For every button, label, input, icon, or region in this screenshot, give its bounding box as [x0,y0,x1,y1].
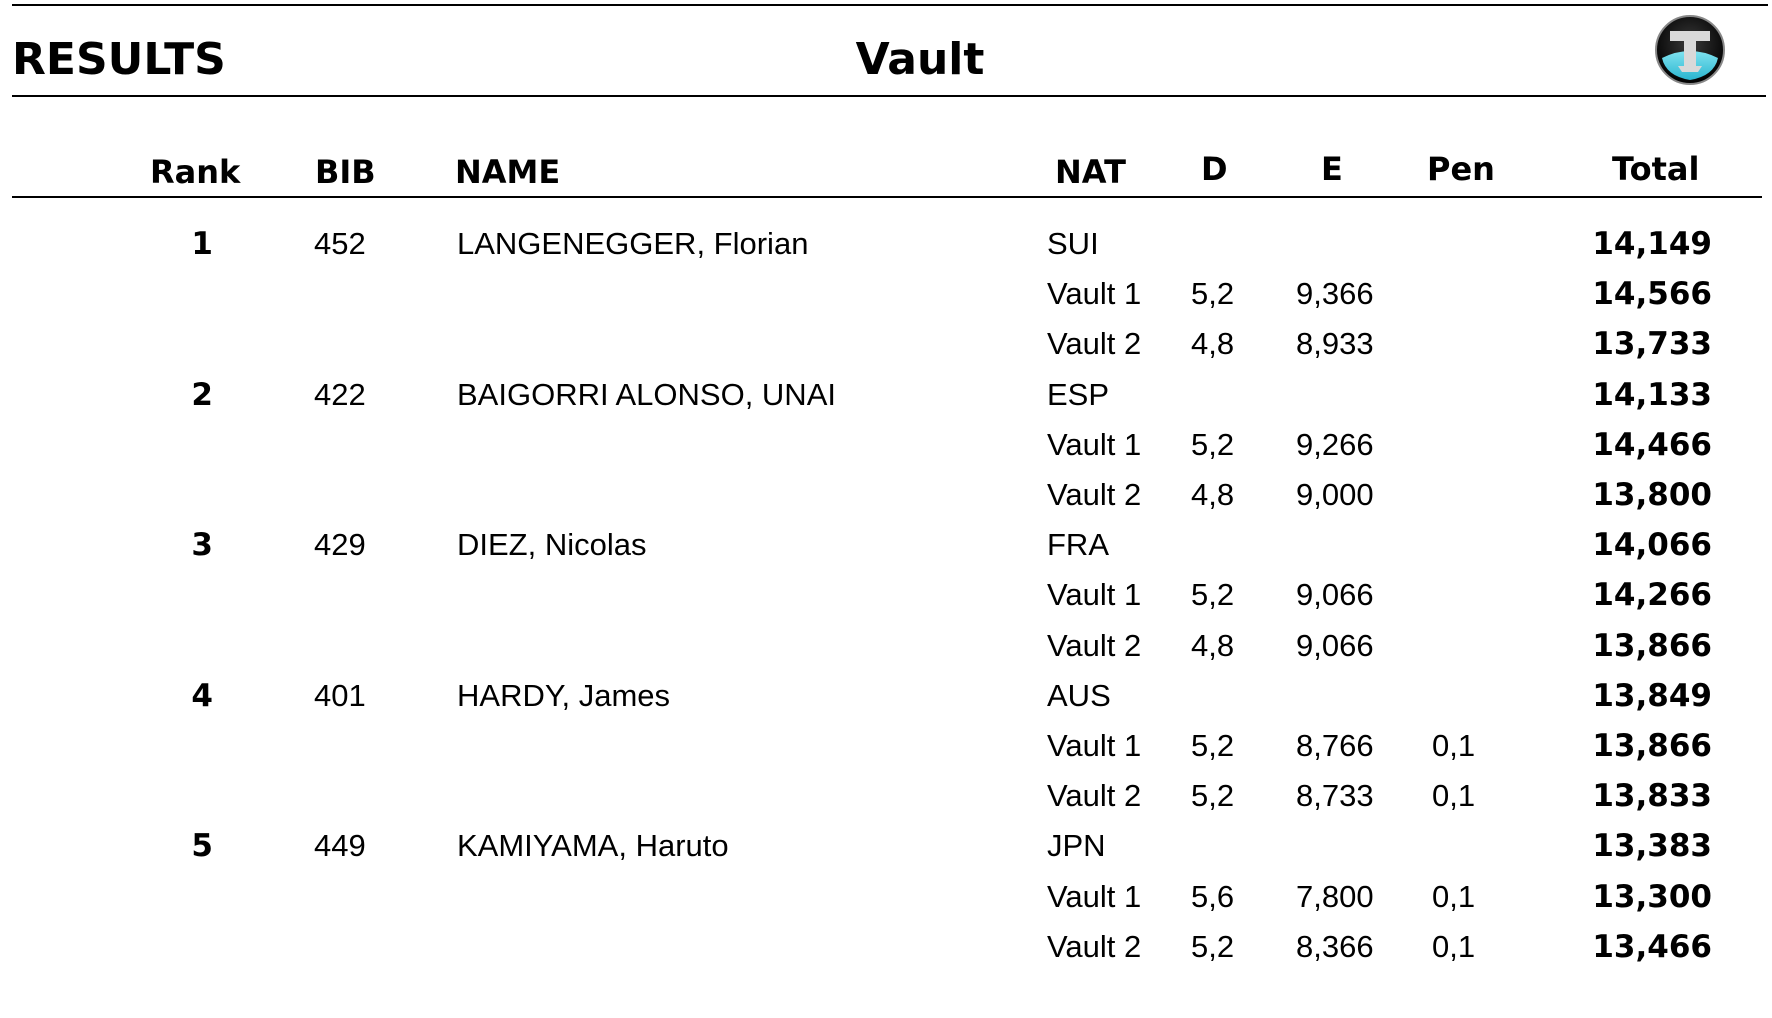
athlete-nation: JPN [1047,828,1106,864]
vault-label: Vault 1 [1047,878,1142,914]
vault-d-score: 5,6 [1191,878,1235,914]
vault-d-score: 5,2 [1191,426,1235,462]
athlete-total: 14,066 [1592,527,1712,564]
vault-total: 13,466 [1592,928,1712,965]
vault-e-score: 9,266 [1296,426,1374,462]
athlete-nation: ESP [1047,376,1110,412]
vault-total: 13,833 [1592,778,1712,815]
vault-d-score: 4,8 [1191,477,1235,512]
vault-e-score: 9,066 [1296,577,1374,613]
vault-penalty: 0,1 [1432,728,1476,763]
athlete-name: BAIGORRI ALONSO, UNAI [457,376,836,412]
vault-e-score: 8,733 [1296,778,1374,814]
vault-label: Vault 1 [1047,276,1142,312]
column-header-pen: Pen [1427,150,1495,188]
vault-e-score: 7,800 [1296,878,1374,914]
vault-total: 14,566 [1592,276,1712,313]
vault-total: 14,266 [1592,577,1712,614]
vault-penalty: 0,1 [1432,928,1476,964]
athlete-bib: 452 [314,226,366,261]
vault-e-score: 9,000 [1296,477,1374,512]
vault-total: 13,800 [1592,477,1712,513]
column-header-d: D [1201,150,1228,188]
vault-total: 13,866 [1592,728,1712,764]
athlete-rank: 5 [191,828,213,865]
vault-d-score: 4,8 [1191,326,1235,362]
athlete-rank: 3 [191,527,213,564]
athlete-bib: 429 [314,527,366,563]
athlete-rank: 1 [191,226,213,262]
vault-e-score: 8,933 [1296,326,1374,362]
column-header-e: E [1321,150,1343,188]
athlete-bib: 449 [314,828,366,864]
vault-d-score: 5,2 [1191,728,1235,763]
athlete-nation: SUI [1047,226,1099,261]
athlete-name: KAMIYAMA, Haruto [457,828,729,864]
athlete-total: 14,133 [1592,376,1712,413]
event-title: Vault [855,34,985,85]
vault-e-score: 9,066 [1296,627,1374,663]
column-header-nat: NAT [1055,153,1126,191]
vault-penalty: 0,1 [1432,778,1476,814]
vault-total: 13,733 [1592,326,1712,363]
athlete-nation: AUS [1047,677,1111,713]
vault-d-score: 5,2 [1191,928,1235,964]
vault-total: 13,866 [1592,627,1712,664]
vault-label: Vault 2 [1047,477,1142,512]
column-header-total: Total [1612,150,1700,188]
vault-d-score: 5,2 [1191,577,1235,613]
athlete-total: 13,849 [1592,677,1712,714]
athlete-bib: 401 [314,677,366,713]
athlete-nation: FRA [1047,527,1109,563]
vault-penalty: 0,1 [1432,878,1476,914]
vault-label: Vault 1 [1047,728,1142,763]
vault-d-score: 5,2 [1191,276,1235,312]
vault-d-score: 5,2 [1191,778,1235,814]
column-header-name: NAME [455,153,561,191]
vault-label: Vault 1 [1047,577,1142,613]
vault-label: Vault 2 [1047,928,1142,964]
vault-e-score: 8,766 [1296,728,1374,763]
vault-total: 13,300 [1592,878,1712,915]
column-header-bib: BIB [315,153,376,191]
athlete-total: 13,383 [1592,828,1712,865]
document-label: RESULTS [12,34,226,85]
athlete-rank: 2 [191,376,213,413]
athlete-bib: 422 [314,376,366,412]
vault-label: Vault 2 [1047,326,1142,362]
vault-d-score: 4,8 [1191,627,1235,663]
vault-label: Vault 1 [1047,426,1142,462]
athlete-name: DIEZ, Nicolas [457,527,647,563]
column-header-rank: Rank [150,153,241,191]
athlete-name: HARDY, James [457,677,671,713]
athlete-total: 14,149 [1592,226,1712,262]
athlete-name: LANGENEGGER, Florian [457,226,809,261]
vault-label: Vault 2 [1047,627,1142,663]
vault-total: 14,466 [1592,426,1712,463]
vault-e-score: 9,366 [1296,276,1374,312]
athlete-rank: 4 [191,677,213,714]
vault-e-score: 8,366 [1296,928,1374,964]
vault-label: Vault 2 [1047,778,1142,814]
